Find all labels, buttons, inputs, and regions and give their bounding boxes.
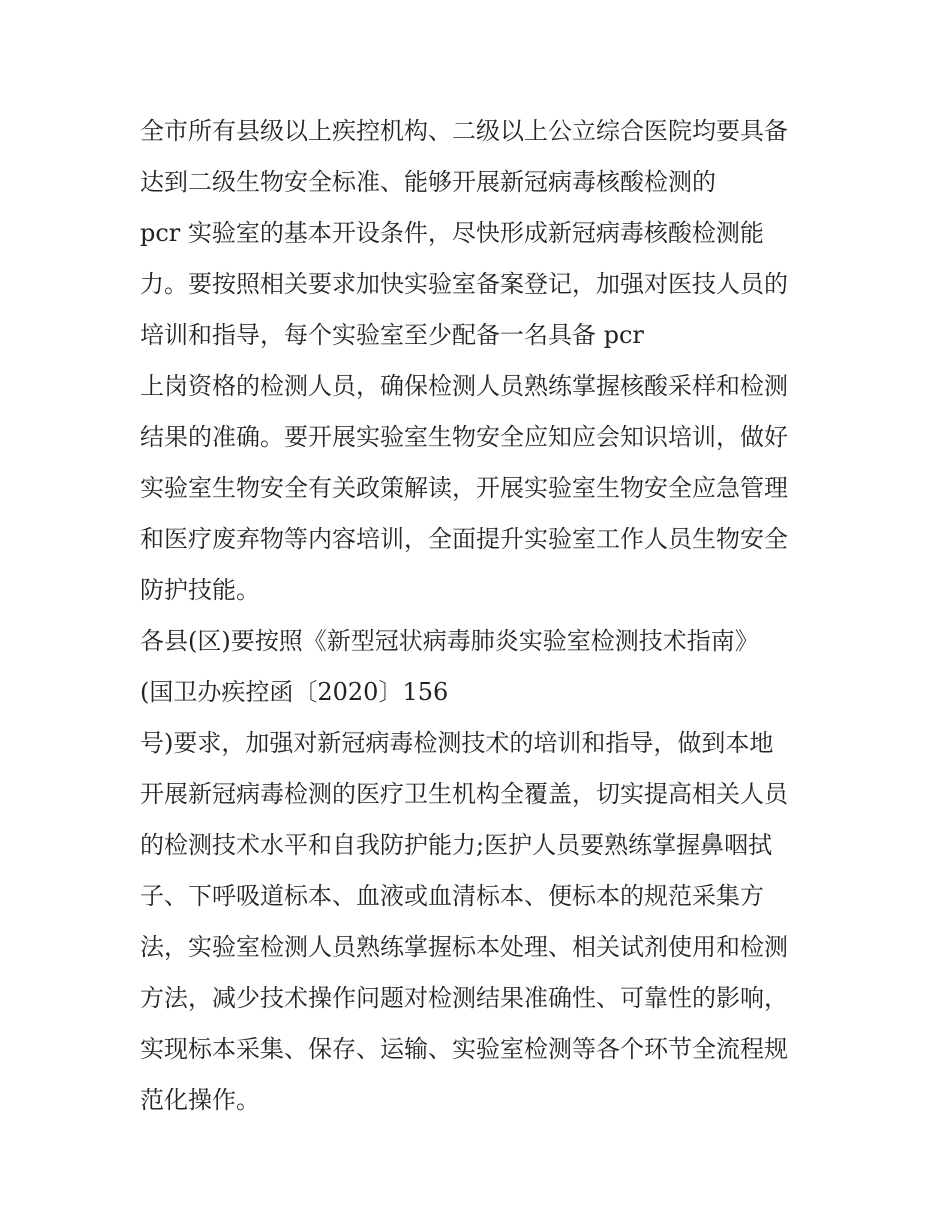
text-line: 上岗资格的检测人员，确保检测人员熟练掌握核酸采样和检测 [140, 372, 788, 400]
text-line: 子、下呼吸道标本、血液或血清标本、便标本的规范采集方 [140, 882, 764, 910]
text-line: 和医疗废弃物等内容培训，全面提升实验室工作人员生物安全 [140, 525, 788, 553]
text-line: 各县(区)要按照《新型冠状病毒肺炎实验室检测技术指南》 [140, 627, 759, 655]
text-line: 实现标本采集、保存、运输、实验室检测等各个环节全流程规 [140, 1035, 788, 1063]
text-line: 全市所有县级以上疾控机构、二级以上公立综合医院均要具备 [140, 117, 788, 145]
text-line: 结果的准确。要开展实验室生物安全应知应会知识培训，做好 [140, 423, 788, 451]
text-line: (国卫办疾控函〔2020〕156 [140, 678, 449, 706]
text-line: 实验室生物安全有关政策解读，开展实验室生物安全应急管理 [140, 474, 788, 502]
text-line: 防护技能。 [140, 576, 260, 604]
text-line: 范化操作。 [140, 1086, 260, 1114]
text-line: 号)要求，加强对新冠病毒检测技术的培训和指导，做到本地 [140, 729, 774, 757]
text-line: 力。要按照相关要求加快实验室备案登记，加强对医技人员的 [140, 270, 788, 298]
body-text [140, 108, 830, 1128]
text-line: 方法，减少技术操作问题对检测结果准确性、可靠性的影响， [140, 984, 788, 1012]
text-line: pcr 实验室的基本开设条件，尽快形成新冠病毒核酸检测能 [140, 219, 764, 247]
text-line: 开展新冠病毒检测的医疗卫生机构全覆盖，切实提高相关人员 [140, 780, 788, 808]
text-line: 培训和指导，每个实验室至少配备一名具备 pcr [140, 321, 644, 349]
text-line: 的检测技术水平和自我防护能力;医护人员要熟练掌握鼻咽拭 [140, 831, 773, 859]
text-line: 法，实验室检测人员熟练掌握标本处理、相关试剂使用和检测 [140, 933, 788, 961]
text-line: 达到二级生物安全标准、能够开展新冠病毒核酸检测的 [140, 168, 716, 196]
